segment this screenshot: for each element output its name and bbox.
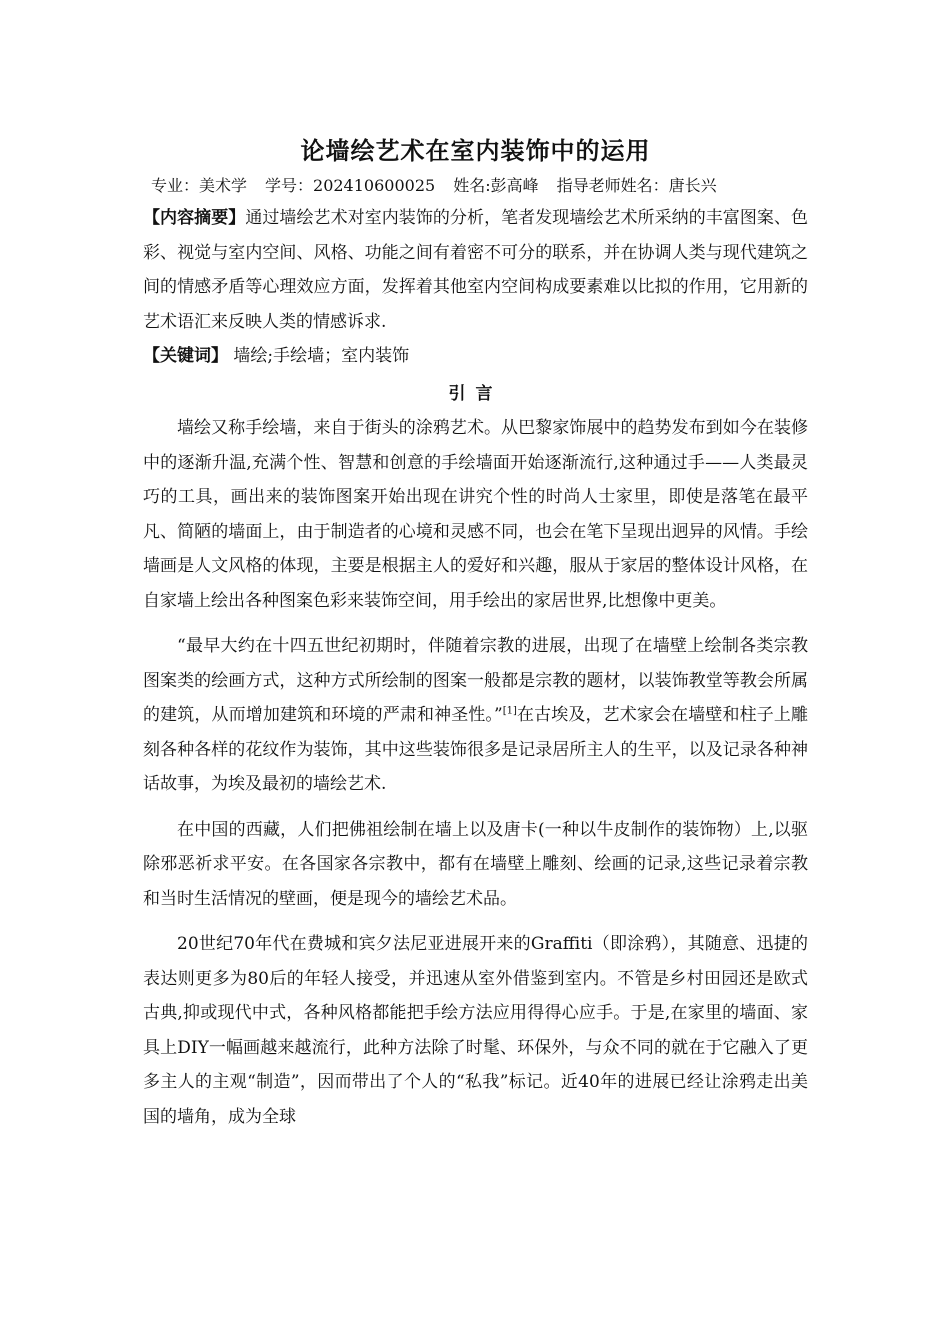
- quote-paragraph: [143, 629, 808, 802]
- name-field: 姓名:彭高峰: [453, 176, 539, 195]
- abstract: [143, 201, 808, 339]
- section-heading: 引言: [448, 384, 503, 404]
- keywords-label: 【关键词】: [143, 346, 228, 366]
- keywords: [143, 339, 808, 373]
- student-id-field: 学号：202410600025: [265, 176, 436, 195]
- document-title: 论墙绘艺术在室内装饰中的运用: [300, 137, 651, 165]
- major-field: 专业：美术学: [151, 176, 248, 195]
- quote-continuation: 在古埃及，艺术家会在墙壁和柱子上雕刻各种各样的花纹作为装饰，其中这些装饰很多是记录居所主人的生平，以及记录各种神话故事，为埃及最初的墙绘艺术.: [143, 705, 808, 794]
- body-paragraph: 墙绘又称手绘墙，来自于街头的涂鸦艺术。从巴黎家饰展中的趋势发布到如今在装修中的逐渐升温,充满个性、智慧和创意的手绘墙面开始逐渐流行,这种通过手——人类最灵巧的工具，画出来的装饰图案开始出现在讲究个性的时尚人士家里，即使是落笔在最平凡、简陋的墙面上，由于制造者的心境和灵感不同，也会在笔下呈现出迥异的风情。手绘墙画是人文风格的体现，主要是根据主人的爱好和兴趣，服从于家居的整体设计风格，在自家墙上绘出各种图案色彩来装饰空间，用手绘出的家居世界,比想像中更美。: [143, 418, 808, 611]
- quote-text: “最早大约在十四五世纪初期时，伴随着宗教的进展，出现了在墙壁上绘制各类宗教图案类的绘画方式，这种方式所绘制的图案一般都是宗教的题材，以装饰教堂等教会所属的建筑，从而增加建筑和环境的严肃和神圣性。”: [143, 636, 808, 725]
- document-body: [143, 133, 808, 1145]
- body-paragraph: 20世纪70年代在费城和宾夕法尼亚进展开来的Graffiti（即涂鸦），其随意、迅捷的表达则更多为80后的年轻人接受，并迅速从室外借鉴到室内。不管是乡村田园还是欧式古典,抑或现代中式，各种风格都能把手绘方法应用得得心应手。于是,在家里的墙面、家具上DIY一幅画越来越流行，此种方法除了时髦、环保外，与众不同的就在于它融入了更多主人的主观“制造”，因而带出了个人的“私我”标记。近40年的进展已经让涂鸦走出美国的墙角，成为全球: [143, 934, 808, 1127]
- keywords-text: 墙绘;手绘墙；室内装饰: [233, 346, 410, 366]
- body-paragraph: 在中国的西藏，人们把佛祖绘制在墙上以及唐卡(一种以牛皮制作的装饰物）上,以驱除邪恶祈求平安。在各国家各宗教中，都有在墙壁上雕刻、绘画的记录,这些记录着宗教和当时生活情况的壁画，便是现今的墙绘艺术品。: [143, 819, 808, 909]
- advisor-field: 指导老师姓名：唐长兴: [556, 176, 717, 195]
- author-info: [143, 171, 808, 201]
- abstract-text: 通过墙绘艺术对室内装饰的分析，笔者发现墙绘艺术所采纳的丰富图案、色彩、视觉与室内空间、风格、功能之间有着密不可分的联系，并在协调人类与现代建筑之间的情感矛盾等心理效应方面，发挥着其他室内空间构成要素难以比拟的作用，它用新的艺术语汇来反映人类的情感诉求.: [143, 208, 809, 332]
- citation-marker: [1]: [502, 705, 517, 717]
- abstract-label: 【内容摘要】: [143, 208, 246, 228]
